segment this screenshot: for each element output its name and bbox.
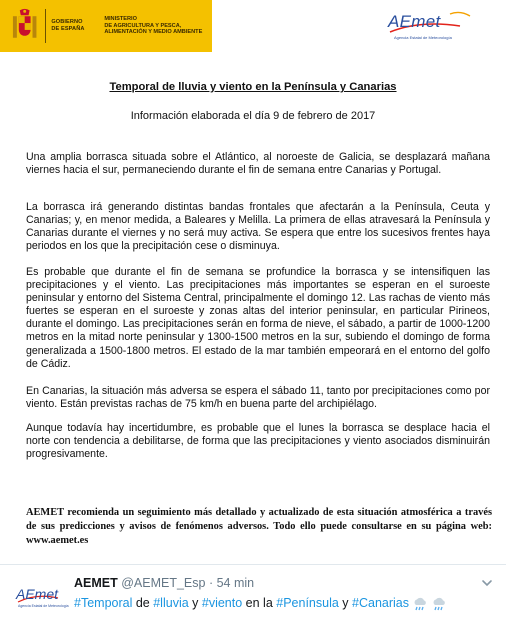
paragraph-4: En Canarias, la situación más adversa se espera el sábado 11, tanto por precipitaciones como por viento. Están previstas rachas de 75 km/h en buena parte del archipiélago. bbox=[26, 385, 490, 411]
page-subtitle: Información elaborada el día 9 de febrero de 2017 bbox=[130, 110, 376, 122]
spain-coat-of-arms-icon bbox=[10, 8, 39, 44]
paragraph-2: La borrasca irá generando distintas bandas frontales que afectarán a la Península, Ceuta y Canarias; y, en menor medida, a Baleares y Melilla. La primera de ellas atravesará la Península y Canarias durante el viernes y no será muy activa. Se espera que entre los sucesivos frentes haya periodos en los que la precipitación cese o disminuya. bbox=[26, 201, 490, 253]
aemet-logo bbox=[380, 8, 492, 48]
avatar-wordmark: AEmet bbox=[16, 586, 59, 602]
ministry-line-3: ALIMENTACIÓN Y MEDIO AMBIENTE bbox=[104, 29, 203, 36]
government-banner bbox=[0, 0, 212, 52]
hashtag-link[interactable]: #lluvia bbox=[153, 596, 189, 610]
aemet-wordmark: AEmet bbox=[388, 12, 441, 31]
meta-separator: · bbox=[205, 576, 217, 590]
hashtag-link[interactable]: #viento bbox=[201, 596, 243, 610]
hashtag-link[interactable]: #Península bbox=[276, 596, 339, 610]
display-name[interactable]: AEMET bbox=[74, 576, 118, 590]
tweet-text-segment: en la bbox=[242, 596, 277, 610]
aemet-tagline: Agencia Estatal de Meteorología bbox=[394, 35, 452, 40]
tweet[interactable] bbox=[0, 566, 506, 620]
rain-cloud-icon bbox=[431, 596, 447, 612]
handle[interactable]: @AEMET_Esp bbox=[121, 576, 206, 590]
timestamp[interactable]: 54 min bbox=[216, 576, 255, 590]
tweet-text-segment: y bbox=[338, 596, 353, 610]
tweet-text-segment: de bbox=[132, 596, 154, 610]
recommendation-note: AEMET recomienda un seguimiento más detallado y actualizado de esta situación atmosférica a través de sus predicciones y avisos de fenómenos adversos. Todo ello puede consultarse en su página web: www.aemet.es bbox=[26, 507, 492, 546]
gov-line-1: GOBIERNO bbox=[51, 19, 83, 26]
tweet-header bbox=[74, 576, 254, 590]
banner-divider bbox=[45, 9, 46, 43]
paragraph-1: Una amplia borrasca situada sobre el Atlántico, al noroeste de Galicia, se desplazará mañana viernes hacia el sur, permaneciendo durante el fin de semana entre Canarias y Portugal. bbox=[26, 151, 490, 177]
ministry-label bbox=[104, 16, 212, 36]
ministry-line-2: DE AGRICULTURA Y PESCA, bbox=[104, 22, 182, 29]
government-label bbox=[51, 19, 100, 32]
tweet-text bbox=[74, 595, 500, 612]
hashtag-link[interactable]: #Canarias bbox=[352, 596, 409, 610]
paragraph-3: Es probable que durante el fin de semana se profundice la borrasca y se intensifiquen las precipitaciones y el viento. Las precipitaciones más importantes se esperan en el suroeste peninsular y entorno del Sistema Central, principalmente el domingo 12. Las rachas de viento más fuertes se esperan en el suroeste y zonas altas del interior peninsular, en particular Pirineos, durante el domingo. Las precipitaciones serán en forma de nieve, el sábado, a partir de 1000-1200 metros en la mitad norte peninsular y 1300-1500 metros en la sur, subiendo el domingo de forma generalizada a 1500-1800 metros. El estado de la mar también empeorará en el entorno del golfo de Cádiz. bbox=[26, 266, 490, 370]
paragraph-5: Aunque todavía hay incertidumbre, es probable que el lunes la borrasca se desplace hacia el norte con tendencia a debilitarse, de forma que las precipitaciones y viento asociados disminuirán progresivamente. bbox=[26, 422, 490, 461]
gov-line-2: DE ESPAÑA bbox=[51, 26, 85, 32]
avatar-tagline: Agencia Estatal de Meteorología bbox=[18, 604, 69, 608]
rain-cloud-icon bbox=[412, 596, 428, 612]
chevron-down-icon[interactable] bbox=[480, 576, 494, 590]
hashtag-link[interactable]: #Temporal bbox=[74, 596, 133, 610]
tweet-text-segment: y bbox=[188, 596, 202, 610]
ministry-line-1: MINISTERIO bbox=[104, 16, 137, 23]
page-title: Temporal de lluvia y viento en la Península y Canarias bbox=[109, 81, 397, 93]
avatar[interactable] bbox=[14, 584, 69, 616]
